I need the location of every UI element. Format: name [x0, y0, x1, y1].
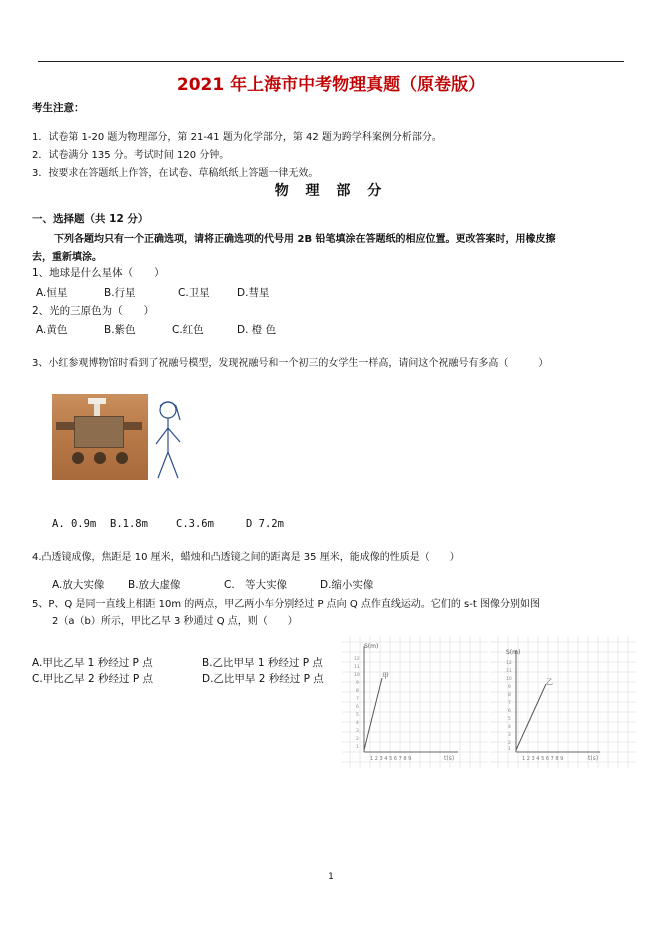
q1-option-b: B.行星	[104, 287, 136, 299]
q3-option-c: C.3.6m	[176, 518, 214, 530]
section-title: 物 理 部 分	[274, 183, 388, 199]
part-heading: 一、选择题（共 12 分）	[32, 213, 149, 225]
graph-a-y-label: S(m)	[364, 643, 379, 650]
notice-heading: 考生注意：	[32, 102, 85, 114]
notice-item: 1．试卷第 1-20 题为物理部分，第 21-41 题为化学部分，第 42 题为跨学科案例分析部分。	[32, 132, 442, 143]
graph-a-line	[364, 678, 382, 750]
graph-a-y-tick: 6	[356, 705, 359, 710]
q3-option-a: A. 0.9m	[52, 518, 97, 530]
q1-option-d: D.彗星	[237, 287, 270, 299]
graph-b-st	[490, 636, 636, 768]
notice-item: 2．试卷满分 135 分。考试时间 120 分钟。	[32, 150, 230, 161]
graph-b-line-label: 乙	[546, 678, 553, 686]
question-5-stem: 2（a（b）所示，甲比乙早 3 秒通过 Q 点，则（ ）	[52, 616, 298, 627]
question-2-stem: 2、光的三原色为（ ）	[32, 305, 155, 317]
graph-a-y-tick: 10	[354, 673, 360, 678]
graph-b-y-tick: 1	[508, 747, 511, 752]
graph-b-line	[516, 684, 546, 750]
graph-a-st	[342, 636, 488, 768]
page-number: 1	[328, 872, 334, 882]
graph-a-y-tick: 12	[354, 657, 360, 662]
q4-option-b: B.放大虚像	[128, 579, 181, 591]
q3-option-b: B.1.8m	[110, 518, 148, 530]
q2-option-a: A.黄色	[36, 324, 68, 336]
q2-option-b: B.紫色	[104, 324, 136, 336]
graph-a-y-tick: 5	[356, 713, 359, 718]
graph-b-y-tick: 5	[508, 717, 511, 722]
graph-b-y-tick: 9	[508, 685, 511, 690]
graph-b-y-tick: 10	[506, 677, 512, 682]
graph-a-x-ticks: 1 2 3 4 5 6 7 8 9	[370, 756, 412, 762]
graph-a-y-tick: 4	[356, 721, 359, 726]
graph-a-y-tick: 3	[356, 729, 359, 734]
graph-b-y-tick: 2	[508, 741, 511, 746]
graph-b-y-tick: 4	[508, 725, 511, 730]
graph-b-y-tick: 7	[508, 701, 511, 706]
graph-a-x-label: t(s)	[444, 755, 455, 762]
q4-option-a: A.放大实像	[52, 579, 105, 591]
part-instruction: 去，重新填涂。	[32, 252, 102, 263]
graph-b-x-label: t(s)	[588, 755, 599, 762]
notice-item: 3．按要求在答题纸上作答，在试卷、草稿纸纸上答题一律无效。	[32, 168, 319, 179]
q1-option-a: A.恒星	[36, 287, 68, 299]
q2-option-c: C.红色	[172, 324, 204, 336]
part-instruction: 下列各题均只有一个正确选项，请将正确选项的代号用 2B 铅笔填涂在答题纸的相应位置。更改答案时，用橡皮擦	[54, 234, 556, 245]
q2-option-d: D. 橙 色	[237, 324, 277, 336]
graph-b-y-tick: 12	[506, 661, 512, 666]
q5-option-b: B.乙比甲早 1 秒经过 P 点	[202, 657, 323, 669]
graph-b-x-ticks: 1 2 3 4 5 6 7 8 9	[522, 756, 564, 762]
graph-b-y-tick: 6	[508, 709, 511, 714]
q5-option-a: A.甲比乙早 1 秒经过 P 点	[32, 657, 153, 669]
page-title: 2021 年上海市中考物理真题（原卷版）	[176, 75, 486, 95]
student-sketch	[150, 396, 186, 482]
q4-option-d: D.缩小实像	[320, 579, 374, 591]
q5-option-d: D.乙比甲早 2 秒经过 P 点	[202, 673, 324, 685]
graph-a-y-tick: 1	[356, 745, 359, 750]
question-1-stem: 1、地球是什么星体（ ）	[32, 267, 165, 279]
graph-a-y-tick: 9	[356, 681, 359, 686]
graph-b-y-tick: 3	[508, 733, 511, 738]
graph-a-y-tick: 8	[356, 689, 359, 694]
q1-option-c: C.卫星	[178, 287, 210, 299]
q4-option-c: C. 等大实像	[224, 579, 288, 591]
question-4-stem: 4.凸透镜成像，焦距是 10 厘米，蜡烛和凸透镜之间的距离是 35 厘米，能成像的性质是（ ）	[32, 552, 460, 563]
q5-option-c: C.甲比乙早 2 秒经过 P 点	[32, 673, 154, 685]
q3-option-d: D 7.2m	[246, 518, 284, 530]
graph-b-y-tick: 11	[506, 669, 512, 674]
graph-b-y-tick: 8	[508, 693, 511, 698]
header-rule	[38, 61, 624, 62]
graph-b-y-label: S(m)	[506, 649, 521, 656]
graph-a-y-tick: 2	[356, 737, 359, 742]
question-3-stem: 3、小红参观博物馆时看到了祝融号模型，发现祝融号和一个初三的女学生一样高，请问这个祝融号有多高（ ）	[32, 358, 549, 369]
rover-model-photo	[52, 394, 148, 480]
graph-a-y-tick: 11	[354, 665, 360, 670]
graph-a-line-label: 甲	[382, 672, 389, 680]
graph-a-y-tick: 7	[356, 697, 359, 702]
question-5-stem: 5、P、Q 是同一直线上相距 10m 的两点，甲乙两小车分别经过 P 点向 Q 点作直线运动。它们的 s-t 图像分别如图	[32, 599, 540, 610]
